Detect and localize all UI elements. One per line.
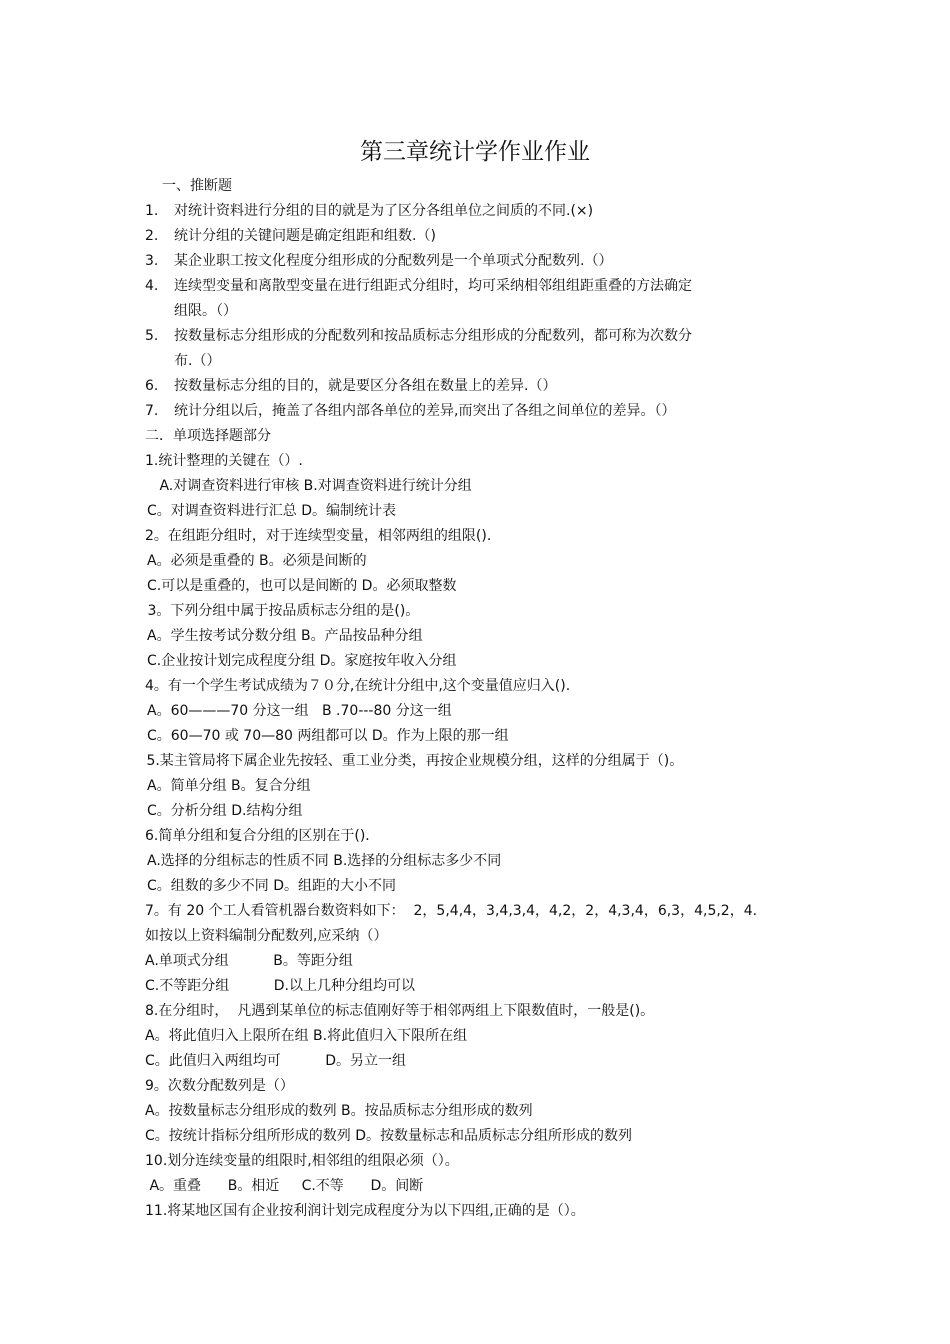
choice-line: A。必须是重叠的 B。必须是间断的 xyxy=(147,553,367,569)
choice-line: C。组数的多少不同 D。组距的大小不同 xyxy=(147,878,397,894)
item-number: 1. xyxy=(145,203,159,219)
section-heading-choice: 二．单项选择题部分 xyxy=(145,428,271,444)
judgement-item-text: 统计分组以后，掩盖了各组内部各单位的差异,而突出了各组之间单位的差异。（） xyxy=(174,403,676,419)
section-heading-judgement: 一、推断题 xyxy=(162,178,232,194)
choice-line: A。学生按考试分数分组 B。产品按品种分组 xyxy=(147,628,423,644)
item-number: 5. xyxy=(145,328,159,344)
choice-line: A。将此值归入上限所在组 B.将此值归入下限所在组 xyxy=(145,1028,468,1044)
choice-line: C。60—70 或 70—80 两组都可以 D。作为上限的那一组 xyxy=(147,728,509,744)
choice-line: 如按以上资料编制分配数列,应采纳（） xyxy=(145,928,388,944)
choice-line: C.企业按计划完成程度分组 D。家庭按年收入分组 xyxy=(147,653,457,669)
choice-line: C.不等距分组 D.以上几种分组均可以 xyxy=(145,978,415,994)
choice-line: C。对调查资料进行汇总 D。编制统计表 xyxy=(147,503,397,519)
choice-line: A。重叠 B。相近 C.不等 D。间断 xyxy=(145,1178,424,1194)
choice-line: 8.在分组时， 凡遇到某单位的标志值刚好等于相邻两组上下限数值时，一般是()。 xyxy=(145,1003,655,1019)
choice-line: A。按数量标志分组形成的数列 B。按品质标志分组形成的数列 xyxy=(145,1103,533,1119)
page-title: 第三章统计学作业作业 xyxy=(360,139,590,165)
choice-line: 11.将某地区国有企业按利润计划完成程度分为以下四组,正确的是（）。 xyxy=(145,1203,585,1219)
item-number: 4. xyxy=(145,278,159,294)
judgement-item-text: 对统计资料进行分组的目的就是为了区分各组单位之间质的不同.(×) xyxy=(174,203,594,219)
choice-line: 9。次数分配数列是（） xyxy=(145,1078,294,1094)
choice-line: A.选择的分组标志的性质不同 B.选择的分组标志多少不同 xyxy=(147,853,502,869)
judgement-item-text: 布.（） xyxy=(174,353,221,369)
choice-line: 7。有 20 个工人看管机器台数资料如下： 2，5,4,4，3,4,3,4，4,2，2，4,3,4，6,3，4,5,2，4. xyxy=(145,903,758,919)
item-number: 2. xyxy=(145,228,159,244)
choice-line: C.可以是重叠的，也可以是间断的 D。必须取整数 xyxy=(147,578,457,594)
choice-line: C。按统计指标分组所形成的数列 D。按数量标志和品质标志分组所形成的数列 xyxy=(145,1128,633,1144)
choice-line: 6.简单分组和复合分组的区别在于()． xyxy=(145,828,380,844)
choice-line: A。简单分组 B。复合分组 xyxy=(147,778,311,794)
choice-line: 10.划分连续变量的组限时,相邻组的组限必须（）。 xyxy=(145,1153,459,1169)
choice-line: A.单项式分组 B。等距分组 xyxy=(145,953,353,969)
judgement-item-text: 统计分组的关键问题是确定组距和组数.（) xyxy=(174,228,436,244)
item-number: 3. xyxy=(145,253,159,269)
judgement-item-text: 某企业职工按文化程度分组形成的分配数列是一个单项式分配数列.（） xyxy=(174,253,613,269)
judgement-item-text: 按数量标志分组的目的，就是要区分各组在数量上的差异.（） xyxy=(174,378,557,394)
item-number: 7. xyxy=(145,403,159,419)
choice-line: C。此值归入两组均可 D。另立一组 xyxy=(145,1053,407,1069)
choice-line: A。60———70 分这一组 B .70---80 分这一组 xyxy=(147,703,452,719)
choice-line: 5.某主管局将下属企业先按轻、重工业分类，再按企业规模分组，这样的分组属于（)。 xyxy=(142,753,684,769)
item-number: 6. xyxy=(145,378,159,394)
judgement-item-text: 按数量标志分组形成的分配数列和按品质标志分组形成的分配数列，都可称为次数分 xyxy=(174,328,692,344)
choice-line: 2。在组距分组时，对于连续型变量，相邻两组的组限(). xyxy=(145,528,492,544)
judgement-item-text: 连续型变量和离散型变量在进行组距式分组时，均可采纳相邻组组距重叠的方法确定 xyxy=(174,278,692,294)
choice-line: C。分析分组 D.结构分组 xyxy=(147,803,303,819)
choice-line: A.对调查资料进行审核 B.对调查资料进行统计分组 xyxy=(155,478,472,494)
choice-line: 3。下列分组中属于按品质标志分组的是()。 xyxy=(143,603,420,619)
judgement-item-text: 组限。（） xyxy=(174,303,237,319)
choice-line: 4。有一个学生考试成绩为７０分,在统计分组中,这个变量值应归入(). xyxy=(145,678,571,694)
choice-line: 1.统计整理的关键在（）. xyxy=(145,453,303,469)
